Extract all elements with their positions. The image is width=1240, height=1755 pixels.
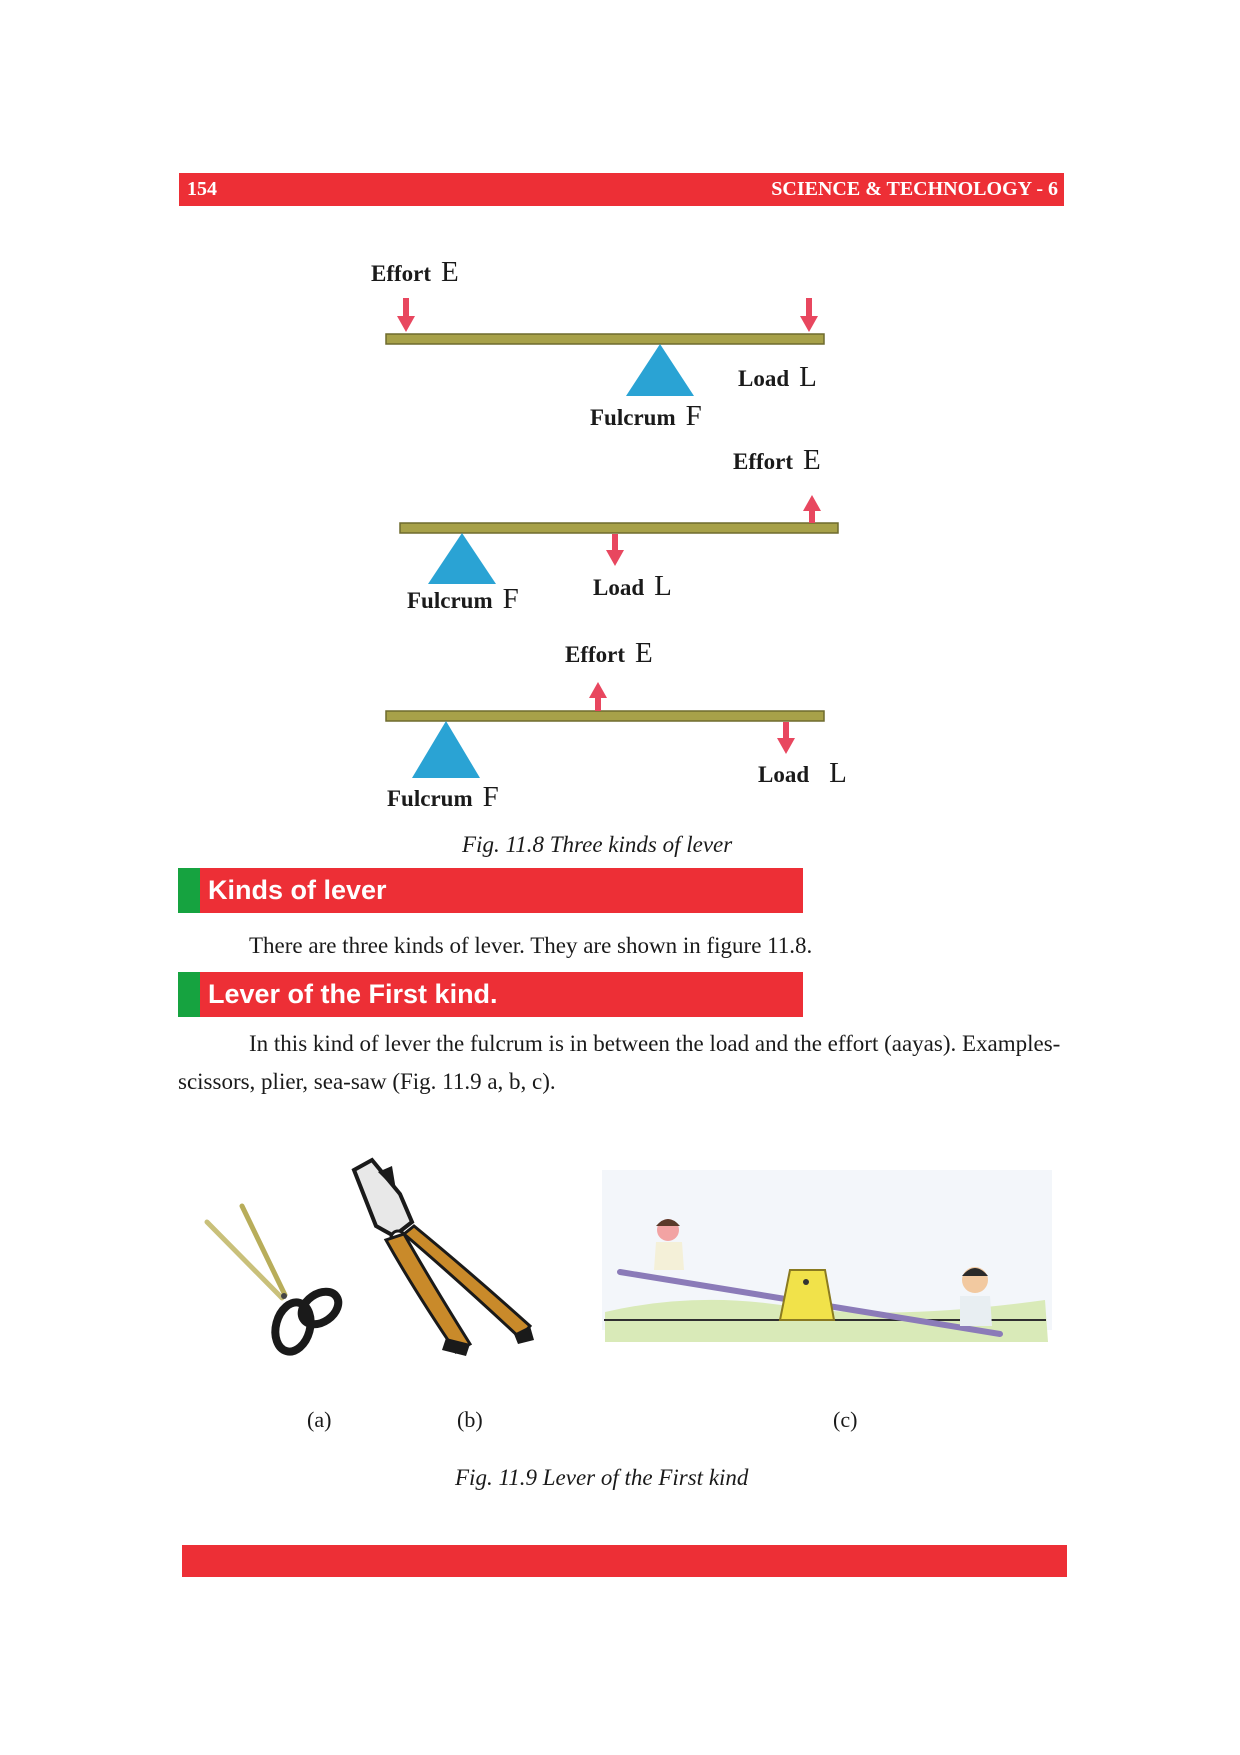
effort-label: Effort E xyxy=(733,444,821,476)
heading-green-tab xyxy=(178,972,200,1017)
heading-green-tab xyxy=(178,868,200,913)
fulcrum-label: Fulcrum F xyxy=(590,400,702,432)
figure-caption: Fig. 11.8 Three kinds of lever xyxy=(462,832,733,857)
lever-beam xyxy=(400,523,838,533)
lever-beam xyxy=(386,711,824,721)
effort-arrow-up xyxy=(803,495,821,523)
load-label: Load L xyxy=(593,570,672,602)
effort-arrow-down xyxy=(397,298,415,332)
book-title: SCIENCE & TECHNOLOGY - 6 xyxy=(771,178,1058,200)
page-footer-bar xyxy=(182,1545,1067,1577)
figure-label-a: (a) xyxy=(307,1407,332,1432)
figure-label-b: (b) xyxy=(457,1407,483,1432)
paragraph: There are three kinds of lever. They are shown in figure 11.8. xyxy=(249,933,813,958)
lever-beam xyxy=(386,334,824,344)
section-heading-first-kind: Lever of the First kind. xyxy=(178,972,803,1017)
first-kind-examples xyxy=(0,1130,1240,1450)
fulcrum-label: Fulcrum F xyxy=(387,781,499,813)
load-arrow-down xyxy=(606,534,624,566)
load-label: Load L xyxy=(758,757,847,789)
paragraph-line: scissors, plier, sea-saw (Fig. 11.9 a, b, c). xyxy=(178,1069,556,1094)
load-arrow-down xyxy=(800,298,818,332)
load-arrow-down xyxy=(777,722,795,754)
fulcrum-triangle xyxy=(412,721,480,778)
plier-image xyxy=(354,1160,534,1356)
fulcrum-label: Fulcrum F xyxy=(407,583,519,615)
see-saw-image xyxy=(602,1170,1052,1342)
fulcrum-triangle xyxy=(626,344,694,396)
effort-label: Effort E xyxy=(565,637,653,669)
section-heading-kinds: Kinds of lever xyxy=(178,868,803,913)
effort-arrow-up xyxy=(589,682,607,711)
figure-label-c: (c) xyxy=(833,1407,858,1432)
scissors-image xyxy=(207,1206,344,1356)
paragraph-line: In this kind of lever the fulcrum is in between the load and the effort (aayas). Examples- xyxy=(249,1031,1061,1056)
page-number: 154 xyxy=(187,178,217,200)
effort-label: Effort E xyxy=(371,256,459,288)
fulcrum-triangle xyxy=(428,533,496,584)
figure-caption: Fig. 11.9 Lever of the First kind xyxy=(455,1465,749,1490)
load-label: Load L xyxy=(738,361,817,393)
